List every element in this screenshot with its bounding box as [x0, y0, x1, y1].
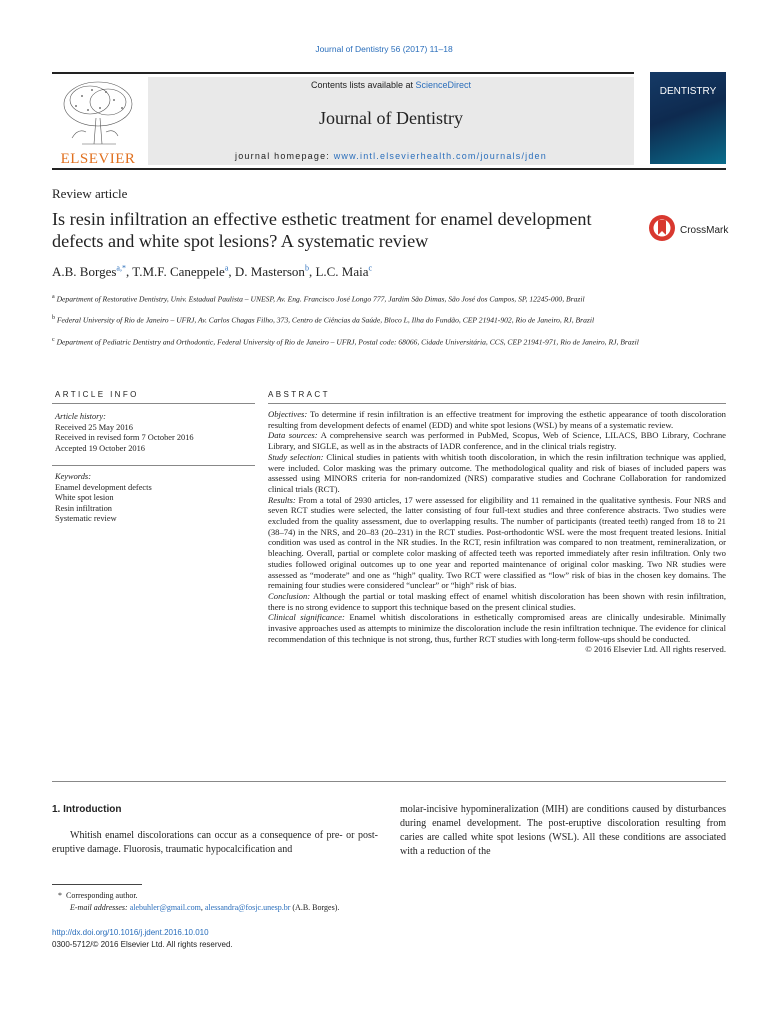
affiliation-a: $^a$ Department of Restorative Dentistry, Univ. Estadual Paulista – UNESP, Av. Eng. Francisco José Longo 777, Jardim São Dimas, São José dos Campos, SP, 12245-000, Brazil	[52, 294, 585, 304]
revised-date: Received in revised form 7 October 2016	[55, 433, 194, 442]
doi-link[interactable]: http://dx.doi.org/10.1016/j.jdent.2016.10.010	[52, 928, 209, 937]
homepage-prefix: journal homepage:	[235, 151, 334, 161]
email-line: E-mail addresses: alebuhler@gmail.com, alessandra@fosjc.unesp.br (A.B. Borges).	[70, 902, 340, 912]
footnote-rule	[52, 884, 142, 885]
accepted-date: Accepted 19 October 2016	[55, 443, 145, 453]
affiliation-b: $^b$ Federal University of Rio de Janeiro – UFRJ, Av. Carlos Chagas Filho, 373, Centro de Ciências da Saúde, Bloco L, Ilha do Fundão, CEP 21941-902, Rio de Janeiro, RJ, Brazil	[52, 315, 595, 325]
article-title: Is resin infiltration an effective esthetic treatment for enamel development defects and white spot lesions? A systematic review	[52, 209, 592, 251]
contents-line	[148, 80, 634, 90]
corresponding-note: * Corresponding author.	[58, 891, 138, 900]
homepage-link[interactable]: www.intl.elsevierhealth.com/journals/jden	[333, 151, 547, 161]
footnote	[52, 890, 452, 913]
article-info-heading: ARTICLE INFO	[55, 390, 139, 399]
abstract-data-sources: Data sources: A comprehensive search was performed in PubMed, Scopus, Web of Science, LILACS, BBO Library, Cochrane Library, and SIGLE, as well as in the abstracts of IADR conference, and in the clinical trials registry.	[268, 430, 726, 452]
article-info-rule	[52, 403, 255, 404]
keyword: Resin infiltration	[55, 503, 112, 513]
intro-right-column: molar-incisive hypomineralization (MIH) are conditions caused by disturbances during enamel development. The post-eruptive discoloration resulting from caries are called white spot lesions (WSL). All these conditions are associated with a reduction of the	[400, 804, 726, 857]
introduction-heading: 1. Introduction	[52, 804, 122, 815]
crossmark-label: CrossMark	[680, 225, 729, 236]
email-link[interactable]: alessandra@fosjc.unesp.br	[204, 902, 291, 912]
received-date: Received 25 May 2016	[55, 422, 133, 432]
keyword: White spot lesion	[55, 493, 114, 502]
author[interactable]: T.M.F. Caneppele$^a$,	[132, 264, 235, 280]
keyword: Enamel development defects	[55, 482, 152, 492]
author[interactable]: D. Masterson$^b$,	[234, 264, 316, 280]
article-type: Review article	[52, 186, 128, 201]
sciencedirect-link[interactable]: ScienceDirect	[415, 80, 472, 90]
journal-homepage	[148, 151, 634, 161]
abstract-rule	[268, 403, 726, 404]
abstract-conclusion: Conclusion: Although the partial or total masking effect of enamel whitish discoloration has been shown with resin infiltration, there is no strong evidence to support this technique based on the present clinical studies.	[268, 590, 726, 612]
elsevier-wordmark: ELSEVIER	[60, 151, 136, 167]
article-history	[55, 412, 255, 454]
contents-prefix: Contents lists available at	[310, 80, 416, 90]
journal-reference[interactable]: Journal of Dentistry 56 (2017) 11–18	[315, 44, 453, 54]
issn-line: 0300-5712/© 2016 Elsevier Ltd. All rights reserved.	[52, 939, 233, 949]
author-list	[52, 264, 372, 280]
doi-block	[52, 927, 233, 950]
abstract-objectives: Objectives: To determine if resin infiltration is an effective treatment for improving the esthetic appearance of tooth discoloration resulting from development defects of enamel (EDD) and white spot lesions (WSL) by means of a systematic review.	[268, 409, 726, 430]
abstract-clinical-significance: Clinical significance: Enamel whitish discolorations in esthetically compromised areas are clinically undesirable. Minimally invasive approaches used as attempts to minimize the discoloration include the resin infiltration technique. The evidence for clinical recommendation of this technique is not strong, thus, further RCT studies with long-term follow-ups should be conducted.	[268, 612, 726, 644]
crossmark-icon	[648, 214, 676, 242]
author[interactable]: L.C. Maia$^c$	[315, 264, 373, 280]
intro-left-column: Whitish enamel discolorations can occur as a consequence of pre- or post-eruptive damage. Fluorosis, traumatic hypocalcification and	[52, 830, 378, 855]
abstract-heading: ABSTRACT	[268, 390, 330, 399]
abstract-copyright: © 2016 Elsevier Ltd. All rights reserved.	[585, 644, 726, 655]
affiliation-c: $^c$ Department of Pediatric Dentistry and Orthodontic, Federal University of Rio de Janeiro – UFRJ, Postal code: 68066, Cidade Universitária, CCS, CEP 21941-971, Rio de Janeiro, RJ, Brazil	[52, 337, 639, 347]
keyword: Systematic review	[55, 514, 117, 523]
history-label: Article history:	[55, 412, 106, 421]
journal-cover-title: DENTISTRY	[659, 86, 717, 97]
abstract-bottom-rule	[52, 781, 726, 782]
abstract-study-selection: Study selection: Clinical studies in patients with whitish tooth discoloration, in which the resin infiltration technique was applied, were included. Color masking was the primary outcome. The methodological quality and risk of biases of included papers was assessed using MINORS criteria for non-randomized (NRS) comparative studies and Cochrane Collaboration for randomized clinical trials (RCT).	[268, 451, 726, 494]
email-link[interactable]: alebuhler@gmail.com	[129, 902, 201, 912]
keywords-block	[55, 472, 255, 525]
article-info-divider	[52, 465, 255, 466]
header-top-rule	[52, 72, 634, 74]
keywords-label: Keywords:	[55, 472, 91, 481]
abstract-body	[268, 409, 726, 655]
journal-title: Journal of Dentistry	[319, 108, 463, 128]
header-bottom-rule	[52, 168, 726, 170]
abstract-results: Results: From a total of 2930 articles, 17 were assessed for eligibility and 11 remained in the qualitative synthesis. Four NRS and seven RCT studies were selected, the latter consisting of four full-text studies and three conference abstracts. Two studies were excluded from the quality assessment, due to overlapping results. The number of participants (treated teeth) ranged from 18 to 21 (38–74) in the NRS, and 20–83 (20–231) in the RCT studies. Post-orthodontic WSL were the most frequent treated lesions. Initial condition was used as control in the NR studies. In the RCT, resin infiltration was compared to non treatment, remineralization, or bleaching. Overall, partial or complete color masking of affected teeth was reported immediately after resin infiltration. Only two studies followed original outcomes up to one year and reported maintenance of original color masking. Two NR studies were assessed as “moderate” and one as “high” quality. Two RCT were classified as “low” risk of bias in the chosen key domains. The remaining four studies were considered “unclear” or “high” risk of bias.	[268, 494, 726, 591]
author[interactable]: A.B. Borges$^{a,*}$,	[52, 264, 133, 280]
